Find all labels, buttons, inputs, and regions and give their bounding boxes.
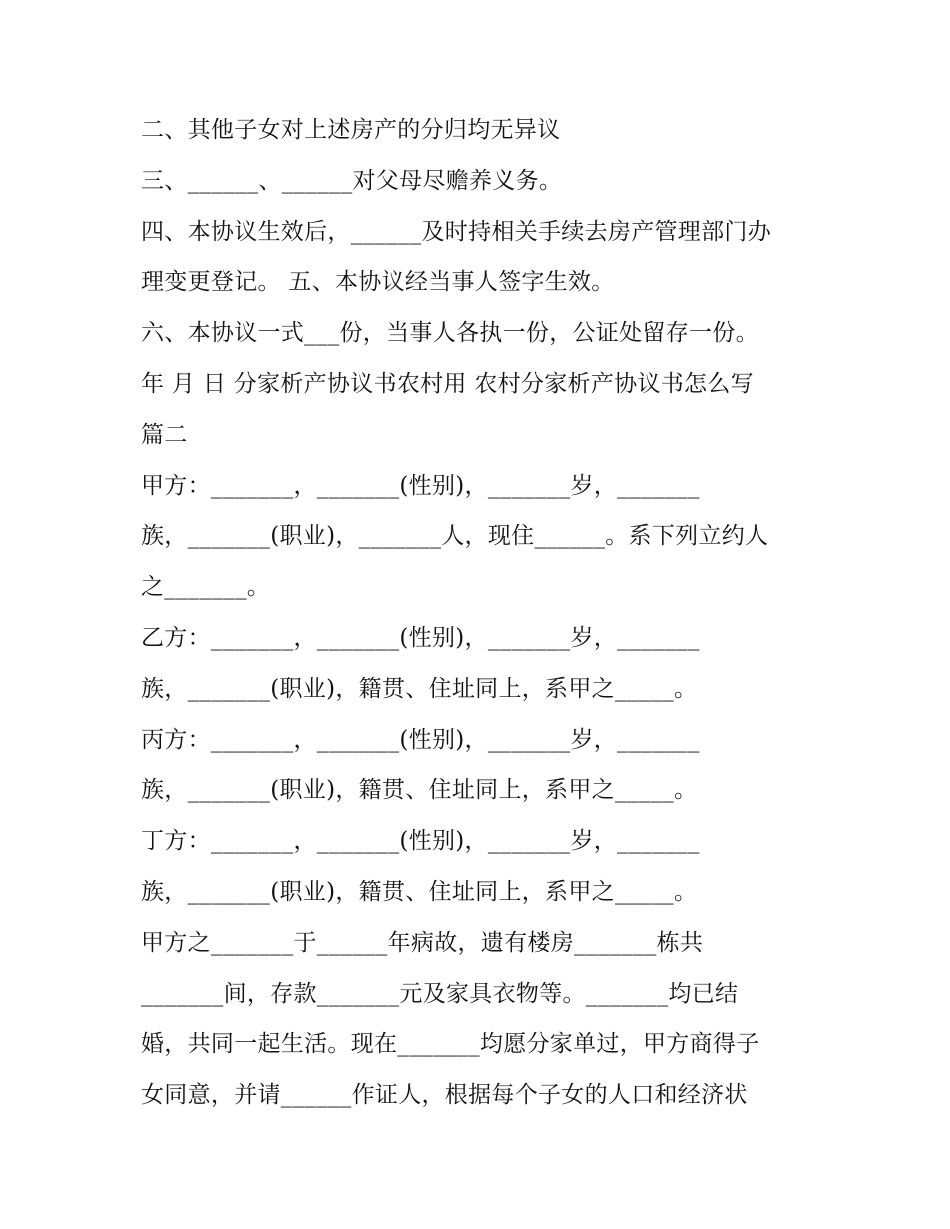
text-line-clause-3: 三、______、______对父母尽赡养义务。 (141, 167, 563, 194)
text-line-estate-3: 婚，共同一起生活。现在_______均愿分家单过，甲方商得子 (141, 1031, 760, 1058)
text-line-party-b: 乙方：_______，_______(性别)，_______岁，_______ (141, 624, 700, 651)
text-line-clause-4-5: 理变更登记。 五、本协议经当事人签字生效。 (141, 269, 615, 296)
text-line-section-heading: 篇二 (141, 421, 188, 448)
text-line-party-b-cont: 族，_______(职业)，籍贯、住址同上，系甲之_____。 (141, 675, 698, 702)
text-line-party-d-cont: 族，_______(职业)，籍贯、住址同上，系甲之_____。 (141, 878, 698, 905)
text-line-estate-4: 女同意，并请______作证人，根据每个子女的人口和经济状 (141, 1082, 748, 1109)
document-body (141, 105, 831, 1121)
text-line-clause-6: 六、本协议一式___份，当事人各执一份，公证处留存一份。 (141, 320, 759, 347)
text-line-party-a-cont: 族，_______(职业)，_______人，现住______。系下列立约人 (141, 523, 769, 550)
text-line-party-a-end: 之_______。 (141, 574, 271, 601)
text-line-estate-2: _______间，存款_______元及家具衣物等。_______均已结 (141, 980, 739, 1007)
text-line-clause-4: 四、本协议生效后，______及时持相关手续去房产管理部门办 (141, 218, 771, 245)
text-line-party-c-cont: 族，_______(职业)，籍贯、住址同上，系甲之_____。 (141, 777, 698, 804)
text-line-date-title: 年 月 日 分家析产协议书农村用 农村分家析产协议书怎么写 (141, 370, 754, 397)
text-line-clause-2: 二、其他子女对上述房产的分归均无异议 (141, 117, 561, 143)
text-line-estate-1: 甲方之_______于______年病故，遗有楼房_______栋共 (141, 929, 704, 956)
text-line-party-d: 丁方：_______，_______(性别)，_______岁，_______ (141, 828, 700, 855)
text-line-party-a: 甲方：_______，_______(性别)，_______岁，_______ (141, 472, 700, 499)
text-line-party-c: 丙方：_______，_______(性别)，_______岁，_______ (141, 726, 700, 753)
